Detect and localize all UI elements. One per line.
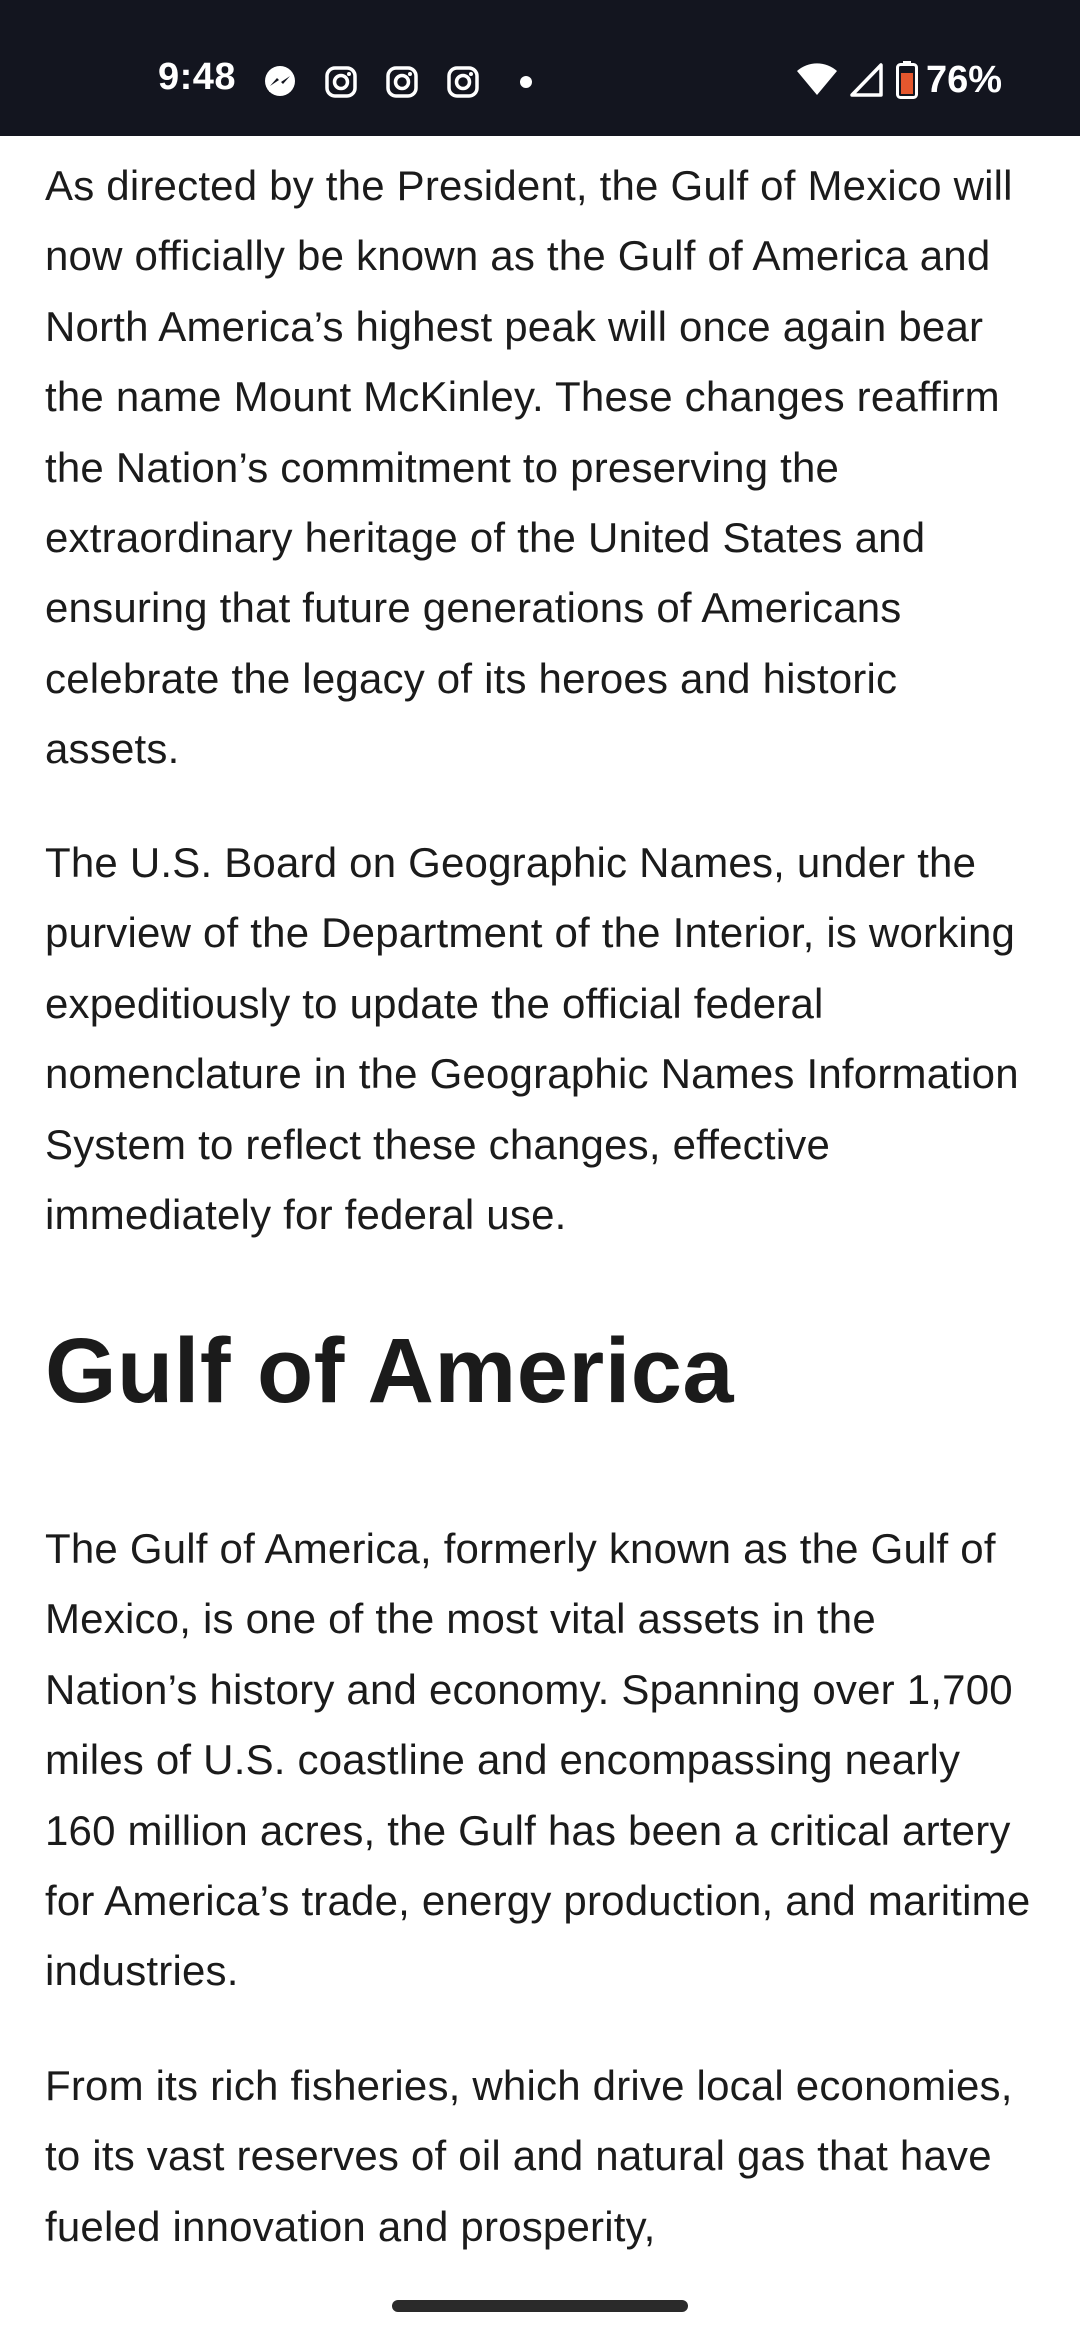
instagram-icon xyxy=(384,64,420,100)
status-bar xyxy=(0,0,1080,136)
home-gesture-bar[interactable] xyxy=(392,2300,688,2312)
cellular-signal-icon xyxy=(850,63,884,97)
instagram-icon xyxy=(445,64,481,100)
wifi-icon xyxy=(796,63,838,97)
messenger-icon xyxy=(262,64,298,100)
status-time: 9:48 xyxy=(158,56,237,98)
article-paragraph: The U.S. Board on Geographic Names, under the purview of the Department of the Interior, is working expeditiously to update the official federal nomenclature in the Geographic Names Information System to reflect these changes, effective immediately for federal use. xyxy=(45,839,1019,1239)
section-heading: Gulf of America xyxy=(45,1320,735,1422)
article-paragraph: As directed by the President, the Gulf of Mexico will now officially be known as the Gulf of America and North America’s highest peak will once again bear the name Mount McKinley. These changes reaffirm the Nation’s commitment to preserving the extraordinary heritage of the United States and ensuring that future generations of Americans celebrate the legacy of its heroes and historic assets. xyxy=(45,162,1013,773)
system-icons xyxy=(784,60,1002,100)
article-paragraph: From its rich fisheries, which drive local economies, to its vast reserves of oil and natural gas that have fueled innovation and prosperity, xyxy=(45,2062,1013,2250)
battery-icon xyxy=(896,61,918,99)
battery-percent: 76% xyxy=(925,59,1002,101)
article-paragraph: The Gulf of America, formerly known as the Gulf of Mexico, is one of the most vital assets in the Nation’s history and economy. Spanning over 1,700 miles of U.S. coastline and encompassing nearly 160 million acres, the Gulf has been a critical artery for America’s trade, energy production, and maritime industries. xyxy=(45,1525,1031,1995)
more-notifications-dot-icon xyxy=(520,76,532,88)
instagram-icon xyxy=(323,64,359,100)
notification-icons xyxy=(262,64,532,100)
